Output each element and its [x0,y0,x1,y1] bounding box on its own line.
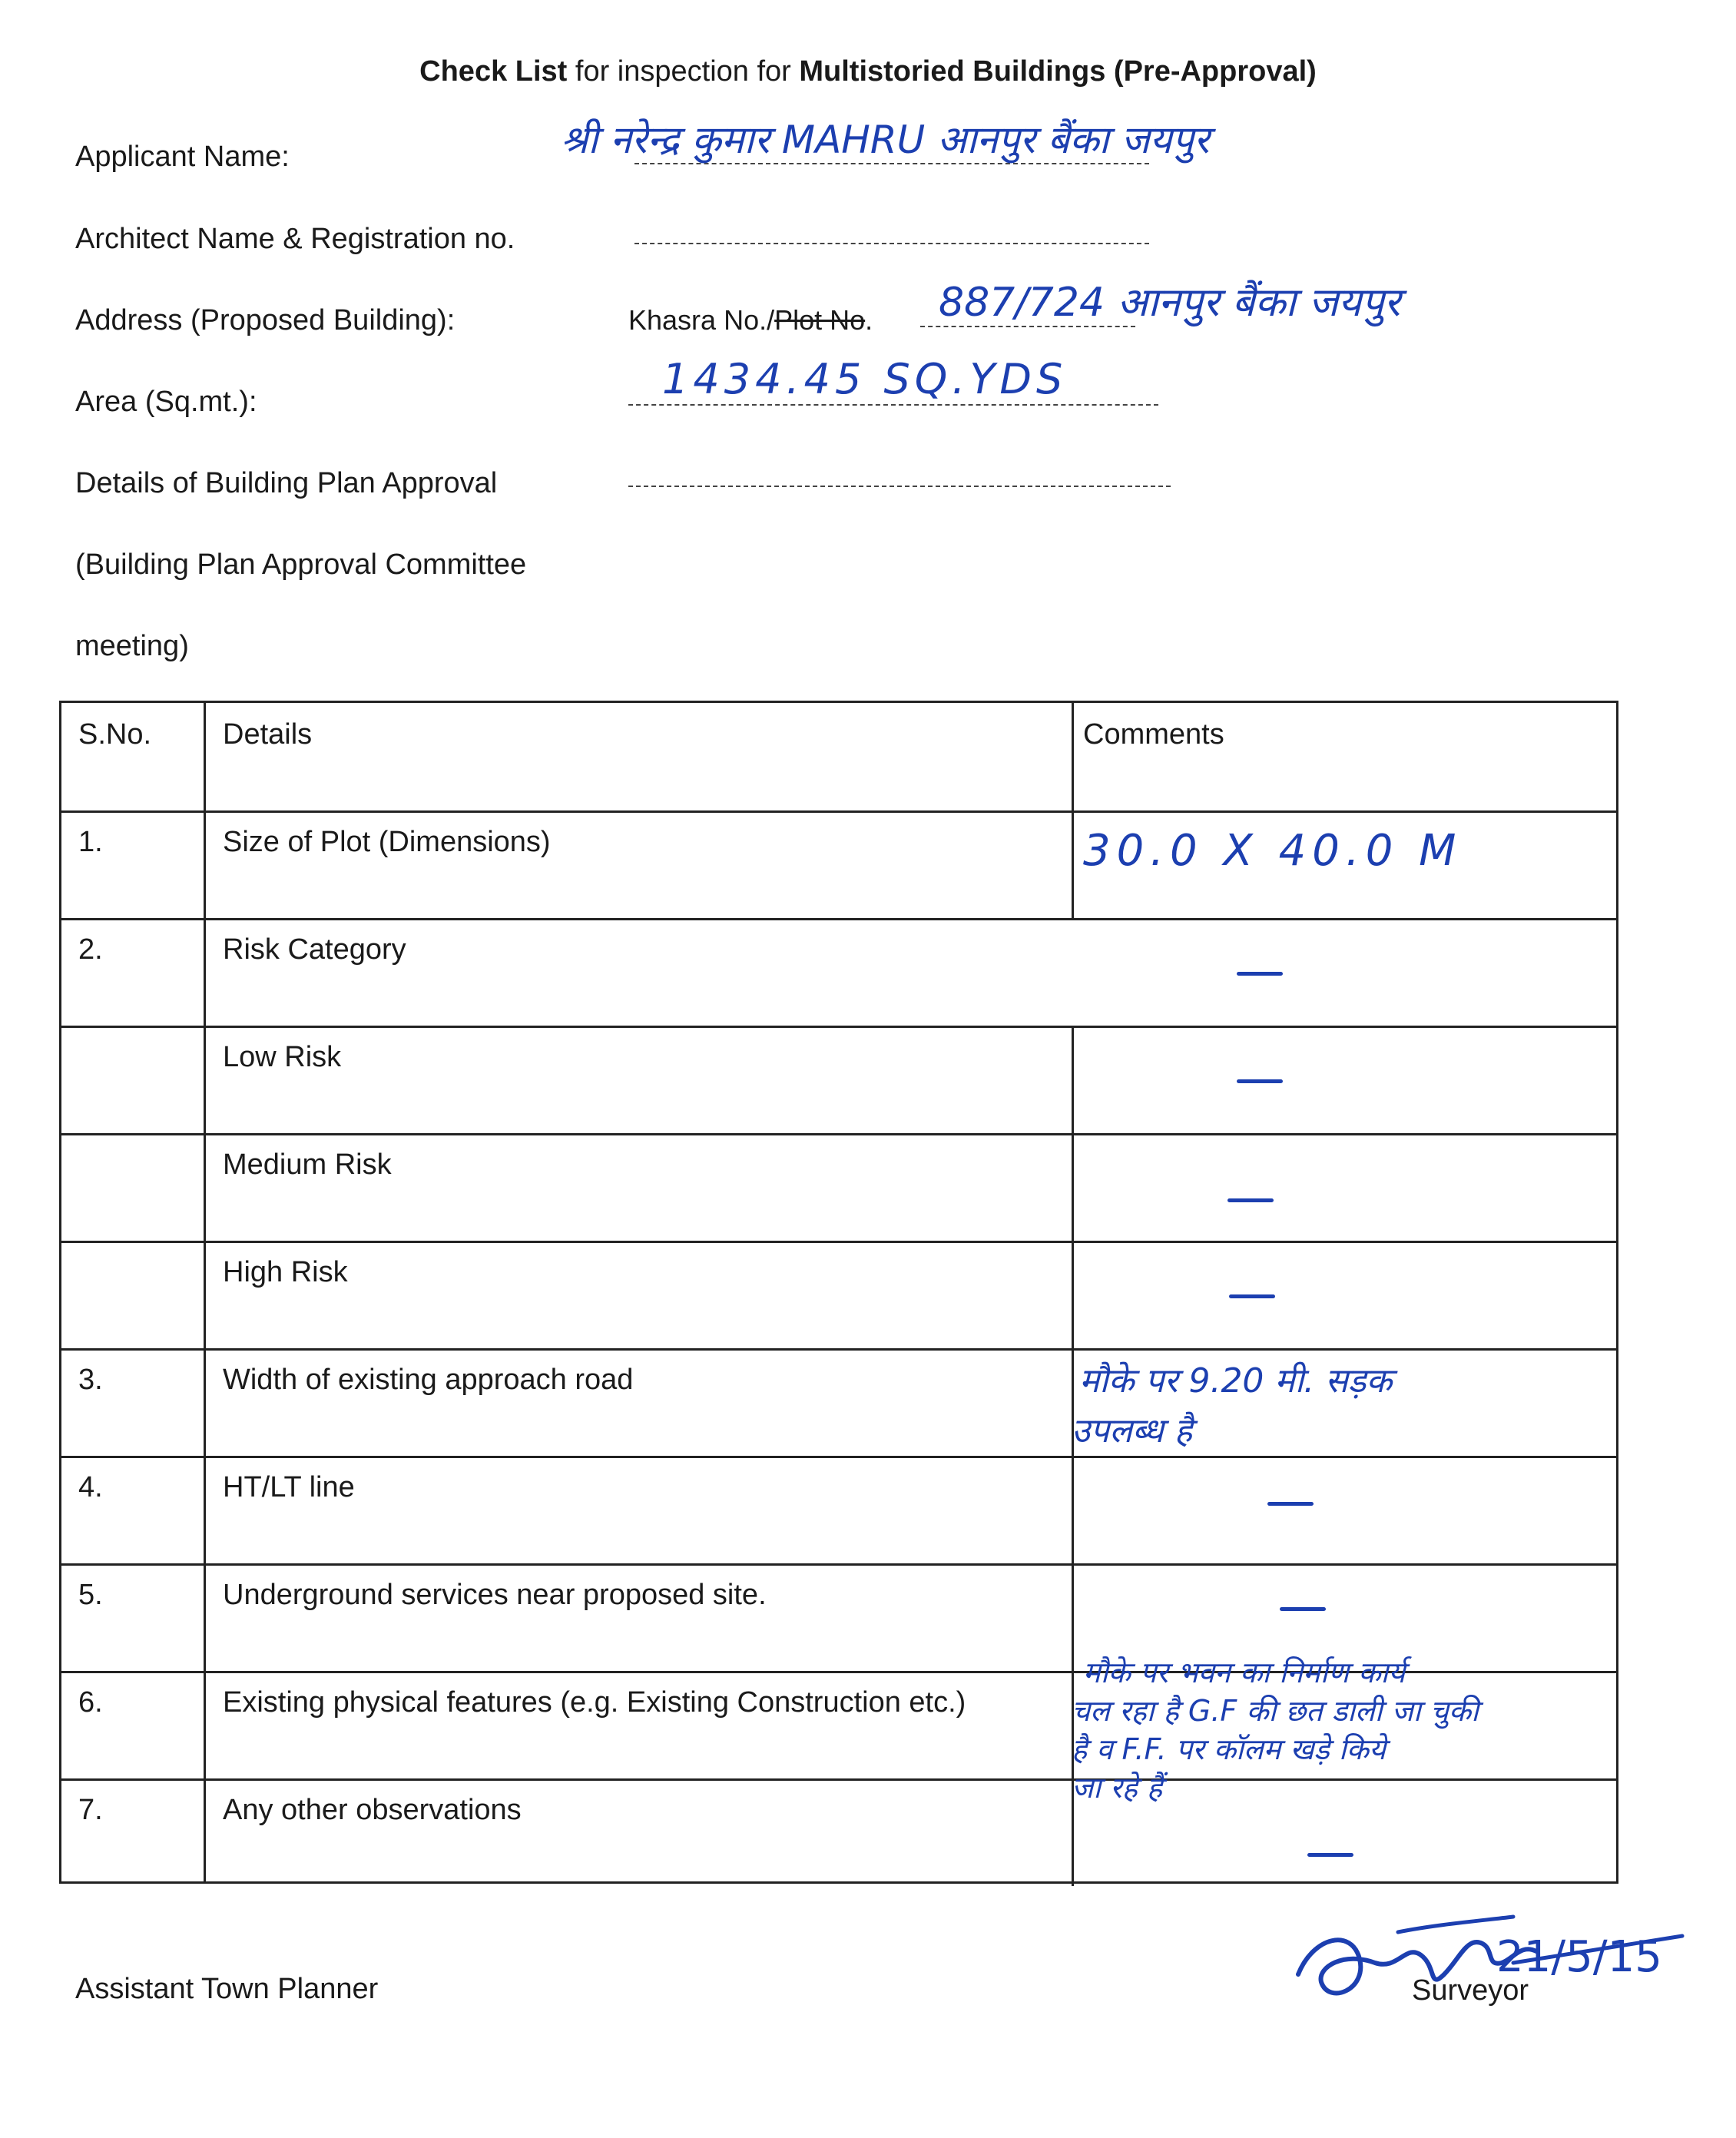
header-details: Details [223,718,313,751]
row-3-sno: 3. [78,1364,103,1396]
row-divider [61,1241,1616,1243]
area-line [628,404,1158,406]
header-comments: Comments [1083,718,1224,751]
applicant-name-handwriting: श्री नरेन्द्र कुमार MAHRU आनपुर बैंका जयपुर [561,118,1210,162]
architect-name-line [634,243,1149,244]
column-divider [1072,703,1074,920]
features-handwriting-line4: जा रहे हैं [1072,1771,1163,1805]
features-handwriting-line3: है व F.F. पर कॉलम खड़े किये [1072,1732,1386,1766]
applicant-name-label: Applicant Name: [75,141,290,173]
meeting-label: meeting) [75,630,189,662]
features-handwriting-line2: चल रहा है G.F की छत डाली जा चुकी [1072,1694,1479,1728]
road-width-handwriting-line1: मौके पर 9.20 मी. सड़क [1079,1361,1393,1400]
other-observations-dash [1307,1853,1353,1857]
plan-approval-label: Details of Building Plan Approval [75,467,498,499]
row-6-sno: 6. [78,1686,103,1719]
title-part-checklist: Check List [419,55,568,88]
area-label: Area (Sq.mt.): [75,386,257,418]
surveyor-label: Surveyor [1412,1974,1529,2007]
title-part-middle: for inspection for [567,55,800,88]
committee-label: (Building Plan Approval Committee [75,549,527,581]
row-4-details: HT/LT line [223,1471,355,1503]
row-divider [61,1456,1616,1458]
row-2-details: Risk Category [223,933,406,966]
signature-date-handwriting: 21/5/15 [1496,1932,1662,1982]
document-title [0,55,1736,88]
row-6-details: Existing physical features (e.g. Existing Construction etc.) [223,1686,966,1719]
plot-no-struck: Plot No [774,304,866,336]
row-4-sno: 4. [78,1471,103,1503]
row-1-sno: 1. [78,826,103,858]
low-risk-dash [1237,1079,1283,1083]
risk-category-dash [1237,972,1283,976]
features-handwriting-line1: मौके पर भवन का निर्माण कार्य [1083,1656,1406,1689]
row-divider [61,1563,1616,1566]
title-part-building-type: Multistoried Buildings (Pre-Approval) [799,55,1317,88]
address-label: Address (Proposed Building): [75,304,456,336]
khasra-suffix: . [865,304,873,336]
row-7-details: Any other observations [223,1794,522,1826]
header-sno: S.No. [78,718,152,751]
address-handwriting: 887/724 आनपुर बैंका जयपुर [939,280,1401,326]
row-divider [61,810,1616,813]
medium-risk-dash [1227,1198,1274,1202]
row-medium-risk-details: Medium Risk [223,1149,392,1181]
row-low-risk-details: Low Risk [223,1041,342,1073]
area-handwriting: 1434.45 SQ.YDS [662,355,1068,403]
row-high-risk-details: High Risk [223,1256,348,1288]
row-divider [61,1026,1616,1028]
row-5-sno: 5. [78,1579,103,1611]
plan-approval-line [628,486,1171,487]
row-divider [61,1133,1616,1135]
row-7-sno: 7. [78,1794,103,1826]
row-3-details: Width of existing approach road [223,1364,634,1396]
row-divider [61,1778,1616,1781]
row-2-sno: 2. [78,933,103,966]
assistant-town-planner-label: Assistant Town Planner [75,1973,379,2005]
high-risk-dash [1229,1294,1275,1298]
row-divider [61,1348,1616,1351]
column-divider [204,703,206,1881]
underground-services-dash [1280,1607,1326,1611]
road-width-handwriting-line2: उपलब्ध है [1072,1411,1193,1450]
ht-lt-line-dash [1267,1502,1314,1506]
khasra-prefix: Khasra No./ [628,304,775,336]
architect-name-label: Architect Name & Registration no. [75,223,515,255]
row-5-details: Underground services near proposed site. [223,1579,767,1611]
plot-size-handwriting: 30.0 X 40.0 M [1083,826,1463,876]
row-1-details: Size of Plot (Dimensions) [223,826,551,858]
row-divider [61,918,1616,920]
khasra-plot-label [628,304,873,336]
